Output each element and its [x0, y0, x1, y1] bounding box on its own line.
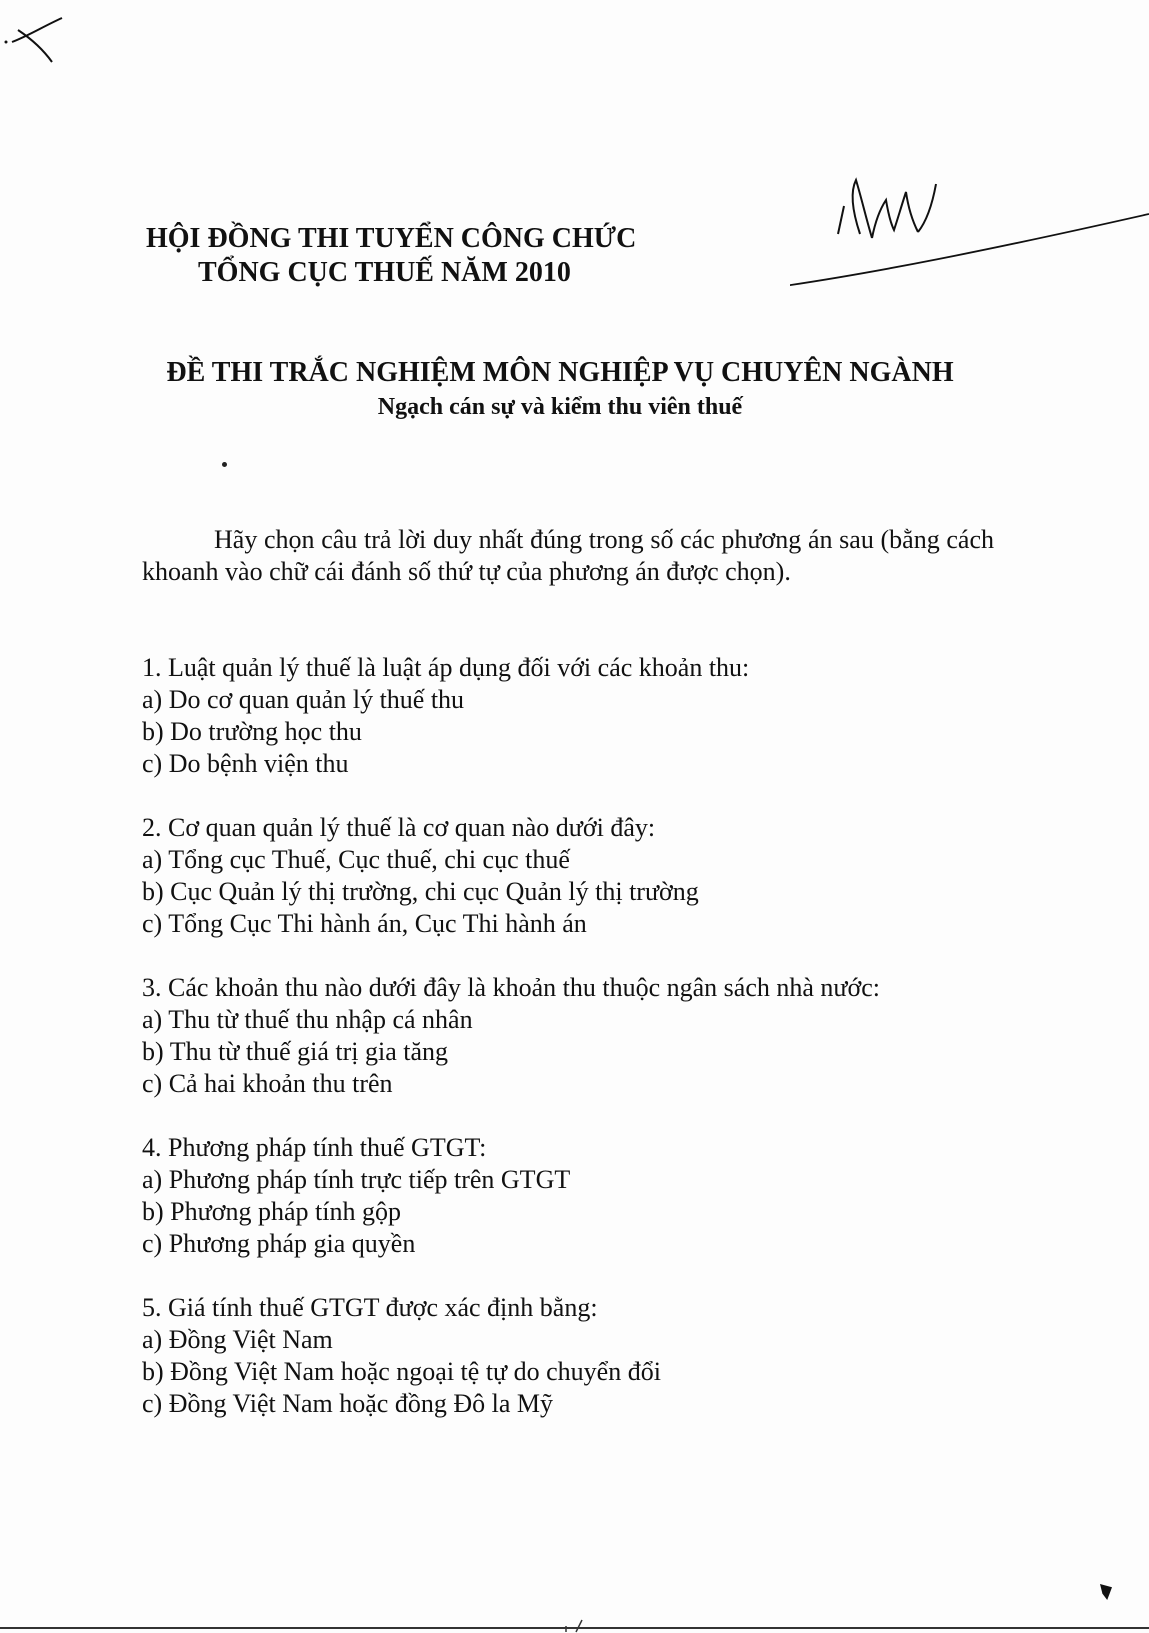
- exam-subtitle: Ngạch cán sự và kiểm thu viên thuế: [377, 394, 743, 420]
- council-header: [146, 222, 706, 290]
- question-list: [142, 652, 994, 1452]
- answer-option[interactable]: a) Tổng cục Thuế, Cục thuế, chi cục thuế: [142, 845, 570, 874]
- question-3: [142, 972, 994, 1100]
- answer-option[interactable]: a) Do cơ quan quản lý thuế thu: [142, 685, 465, 714]
- question-4: [142, 1132, 994, 1260]
- answer-option[interactable]: a) Đồng Việt Nam: [142, 1325, 333, 1354]
- page-bottom-edge: [0, 1627, 1149, 1629]
- question-1: [142, 652, 994, 780]
- answer-option[interactable]: a) Thu từ thuế thu nhập cá nhân: [142, 1005, 473, 1034]
- council-name: HỘI ĐỒNG THI TUYỂN CÔNG CHỨC: [146, 223, 637, 254]
- answer-option[interactable]: c) Phương pháp gia quyền: [142, 1229, 416, 1258]
- question-stem: 1. Luật quản lý thuế là luật áp dụng đối với các khoản thu:: [142, 653, 750, 682]
- question-2: [142, 812, 994, 940]
- answer-option[interactable]: c) Đồng Việt Nam hoặc đồng Đô la Mỹ: [142, 1389, 553, 1418]
- question-stem: 3. Các khoản thu nào dưới đây là khoản thu thuộc ngân sách nhà nước:: [142, 973, 881, 1002]
- corner-speck: [1100, 1584, 1112, 1600]
- council-year: TỔNG CỤC THUẾ NĂM 2010: [198, 257, 571, 288]
- answer-option[interactable]: b) Thu từ thuế giá trị gia tăng: [142, 1037, 449, 1066]
- answer-option[interactable]: b) Cục Quản lý thị trường, chi cục Quản lý thị trường: [142, 877, 699, 906]
- speck: [222, 462, 227, 467]
- answer-option[interactable]: c) Do bệnh viện thu: [142, 749, 349, 778]
- answer-option[interactable]: a) Phương pháp tính trực tiếp trên GTGT: [142, 1165, 571, 1194]
- answer-option[interactable]: b) Do trường học thu: [142, 717, 362, 746]
- page-tick-mark: [560, 1612, 600, 1633]
- question-stem: 5. Giá tính thuế GTGT được xác định bằng:: [142, 1293, 598, 1322]
- answer-option[interactable]: b) Đồng Việt Nam hoặc ngoại tệ tự do chuyển đổi: [142, 1357, 661, 1386]
- exam-title: ĐỀ THI TRẮC NGHIỆM MÔN NGHIỆP VỤ CHUYÊN NGÀNH: [166, 357, 954, 388]
- question-stem: 4. Phương pháp tính thuế GTGT:: [142, 1133, 487, 1162]
- answer-option[interactable]: c) Cả hai khoản thu trên: [142, 1069, 393, 1098]
- question-stem: 2. Cơ quan quản lý thuế là cơ quan nào dưới đây:: [142, 813, 656, 842]
- instruction-text: Hãy chọn câu trả lời duy nhất đúng trong số các phương án sau (bằng cách khoanh vào chữ cái đánh số thứ tự của phương án được chọn).: [142, 525, 994, 586]
- handwritten-x-mark: [0, 0, 90, 80]
- signature: [790, 170, 1149, 310]
- question-5: [142, 1292, 994, 1420]
- answer-option[interactable]: c) Tổng Cục Thi hành án, Cục Thi hành án: [142, 909, 587, 938]
- answer-option[interactable]: b) Phương pháp tính gộp: [142, 1197, 401, 1226]
